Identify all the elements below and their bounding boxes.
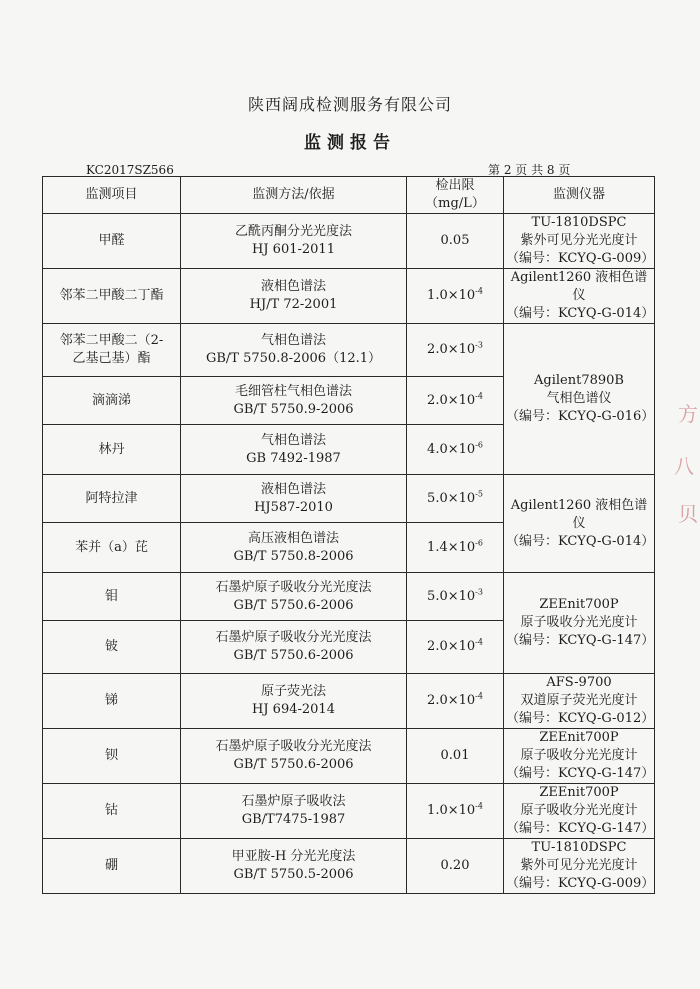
method-cell bbox=[181, 784, 407, 839]
limit-value: 2.0×10 bbox=[427, 693, 476, 708]
header-limit: 检出限（mg/L） bbox=[407, 177, 504, 214]
item-cell-line: 锑 bbox=[104, 693, 118, 708]
method-cell bbox=[181, 269, 407, 324]
limit-exponent: -4 bbox=[475, 391, 483, 401]
method-cell-line: 乙酰丙酮分光光度法 bbox=[234, 224, 352, 239]
method-cell-line: 甲亚胺-H 分光光度法 bbox=[231, 849, 356, 864]
method-cell-line: 高压液相色谱法 bbox=[247, 530, 339, 546]
item-cell bbox=[43, 475, 181, 523]
method-cell-line: 石墨炉原子吸收分光光度法 bbox=[215, 739, 372, 754]
limit-exponent: -4 bbox=[475, 801, 483, 811]
item-cell bbox=[43, 377, 181, 425]
monitoring-table bbox=[42, 176, 655, 894]
limit-cell bbox=[407, 523, 504, 573]
method-cell-line: 气相色谱法 bbox=[260, 432, 326, 448]
item-cell-line: 邻苯二甲酸二（2- bbox=[59, 333, 164, 348]
limit-cell bbox=[407, 729, 504, 784]
method-cell bbox=[181, 729, 407, 784]
method-cell-line: GB/T 5750.8-2006（12.1） bbox=[205, 351, 382, 366]
method-cell-line: GB/T 5750.8-2006 bbox=[233, 548, 354, 564]
method-cell bbox=[181, 523, 407, 573]
instrument-cell-line: 紫外可见分光光度计 bbox=[520, 858, 638, 873]
item-cell bbox=[43, 784, 181, 839]
method-cell bbox=[181, 214, 407, 269]
limit-value: 0.01 bbox=[440, 748, 470, 763]
method-cell bbox=[181, 475, 407, 523]
instrument-cell-line: （编号：KCYQ-G-147） bbox=[506, 766, 655, 781]
limit-exponent: -6 bbox=[475, 440, 483, 450]
item-cell bbox=[43, 621, 181, 674]
method-cell bbox=[181, 839, 407, 894]
item-cell-line: 阿特拉津 bbox=[85, 490, 138, 506]
method-cell-line: 原子荧光法 bbox=[260, 684, 326, 699]
limit-exponent: -5 bbox=[475, 489, 483, 499]
method-cell-line: GB/T 5750.9-2006 bbox=[233, 401, 354, 417]
instrument-cell-line: （编号：KCYQ-G-009） bbox=[506, 876, 655, 891]
table-row bbox=[43, 729, 655, 784]
table-row bbox=[43, 269, 655, 324]
table-row bbox=[43, 324, 655, 377]
method-cell-line: HJ/T 72-2001 bbox=[249, 297, 338, 312]
company-name: 陕西阔成检测服务有限公司 bbox=[247, 95, 452, 114]
report-title: 监测报告 bbox=[304, 133, 396, 153]
limit-exponent: -6 bbox=[475, 538, 483, 548]
instrument-cell bbox=[504, 729, 655, 784]
limit-value: 5.0×10 bbox=[427, 588, 476, 604]
limit-cell bbox=[407, 475, 504, 523]
limit-cell bbox=[407, 784, 504, 839]
limit-exponent: -3 bbox=[475, 340, 483, 350]
item-cell-line: 甲醛 bbox=[98, 233, 125, 248]
limit-cell bbox=[407, 324, 504, 377]
limit-exponent: -3 bbox=[475, 587, 483, 597]
item-cell bbox=[43, 269, 181, 324]
table-row bbox=[43, 839, 655, 894]
item-cell bbox=[43, 324, 181, 377]
instrument-cell-line: Agilent7890B bbox=[534, 373, 624, 388]
method-cell bbox=[181, 324, 407, 377]
report-code: KC2017SZ566 bbox=[86, 163, 174, 177]
item-cell bbox=[43, 523, 181, 573]
method-cell bbox=[181, 573, 407, 621]
method-cell bbox=[181, 377, 407, 425]
instrument-cell-line: 原子吸收分光光度计 bbox=[520, 803, 638, 818]
table-body bbox=[43, 214, 655, 894]
limit-value: 0.05 bbox=[440, 233, 470, 248]
method-cell bbox=[181, 674, 407, 729]
instrument-cell-line: 原子吸收分光光度计 bbox=[520, 615, 638, 630]
method-cell-line: 石墨炉原子吸收分光光度法 bbox=[215, 579, 372, 595]
method-cell-line: GB 7492-1987 bbox=[246, 450, 341, 466]
instrument-cell-line: （编号：KCYQ-G-147） bbox=[506, 821, 655, 836]
limit-value: 1.0×10 bbox=[427, 803, 476, 818]
limit-value: 4.0×10 bbox=[427, 441, 476, 457]
limit-value: 5.0×10 bbox=[427, 490, 476, 506]
item-cell-line: 苯并（a）芘 bbox=[75, 539, 148, 555]
limit-value: 2.0×10 bbox=[427, 639, 476, 654]
instrument-cell-line: ZEEnit700P bbox=[539, 597, 619, 612]
limit-exponent: -4 bbox=[475, 637, 483, 647]
item-cell-line: 邻苯二甲酸二丁酯 bbox=[59, 288, 164, 303]
method-cell-line: GB/T 5750.6-2006 bbox=[233, 597, 354, 613]
method-cell-line: HJ587-2010 bbox=[254, 499, 333, 515]
method-cell-line: 毛细管柱气相色谱法 bbox=[234, 383, 352, 399]
method-cell-line: HJ 601-2011 bbox=[252, 242, 335, 257]
instrument-cell bbox=[504, 573, 655, 674]
method-cell-line: GB/T 5750.5-2006 bbox=[233, 867, 354, 882]
instrument-cell bbox=[504, 839, 655, 894]
stamp-char: 贝 bbox=[678, 502, 698, 526]
instrument-cell-line: ZEEnit700P bbox=[539, 785, 619, 800]
method-cell-line: 液相色谱法 bbox=[260, 481, 326, 497]
method-cell-line: 石墨炉原子吸收分光光度法 bbox=[215, 630, 372, 645]
limit-value: 2.0×10 bbox=[427, 342, 476, 357]
red-seal-stamp bbox=[664, 380, 700, 540]
instrument-cell bbox=[504, 269, 655, 324]
method-cell-line: 液相色谱法 bbox=[260, 279, 326, 294]
item-cell bbox=[43, 839, 181, 894]
instrument-cell-line: （编号：KCYQ-G-016） bbox=[506, 409, 655, 424]
instrument-cell-line: 双道原子荧光光度计 bbox=[520, 693, 638, 708]
limit-cell bbox=[407, 377, 504, 425]
method-cell-line: GB/T 5750.6-2006 bbox=[233, 648, 354, 663]
header-item: 监测项目 bbox=[43, 177, 181, 214]
stamp-char: 八 bbox=[674, 454, 694, 478]
table-row bbox=[43, 573, 655, 621]
instrument-cell bbox=[504, 784, 655, 839]
instrument-cell-line: 紫外可见分光光度计 bbox=[520, 233, 638, 248]
method-cell bbox=[181, 621, 407, 674]
item-cell-line: 铍 bbox=[104, 639, 118, 654]
instrument-cell bbox=[504, 214, 655, 269]
page-info: 第 2 页 共 8 页 bbox=[488, 163, 571, 177]
method-cell-line: GB/T7475-1987 bbox=[241, 812, 346, 827]
instrument-cell-line: （编号：KCYQ-G-012） bbox=[506, 711, 655, 726]
instrument-cell-line: 气相色谱仪 bbox=[546, 391, 612, 406]
limit-value: 0.20 bbox=[440, 858, 470, 873]
limit-value: 1.0×10 bbox=[427, 288, 476, 303]
instrument-cell bbox=[504, 324, 655, 475]
method-cell-line: 气相色谱法 bbox=[260, 333, 326, 348]
instrument-cell bbox=[504, 674, 655, 729]
method-cell-line: GB/T 5750.6-2006 bbox=[233, 757, 354, 772]
instrument-cell-line: TU-1810DSPC bbox=[531, 215, 627, 230]
item-cell bbox=[43, 425, 181, 475]
instrument-cell-line: Agilent1260 液相色谱仪 bbox=[510, 497, 648, 531]
item-cell-line: 钴 bbox=[104, 803, 118, 818]
item-cell-line: 滴滴涕 bbox=[91, 392, 131, 408]
table-header-row bbox=[43, 177, 655, 214]
limit-cell bbox=[407, 573, 504, 621]
item-cell-line: 钼 bbox=[104, 588, 118, 604]
instrument-cell-line: 原子吸收分光光度计 bbox=[520, 748, 638, 763]
table-row bbox=[43, 674, 655, 729]
instrument-cell bbox=[504, 475, 655, 573]
item-cell bbox=[43, 729, 181, 784]
limit-cell bbox=[407, 214, 504, 269]
table-row bbox=[43, 784, 655, 839]
limit-cell bbox=[407, 621, 504, 674]
item-cell-line: 乙基己基）酯 bbox=[72, 351, 151, 366]
item-cell-line: 林丹 bbox=[98, 441, 125, 457]
instrument-cell-line: （编号：KCYQ-G-014） bbox=[506, 306, 655, 321]
limit-cell bbox=[407, 674, 504, 729]
method-cell-line: HJ 694-2014 bbox=[252, 702, 335, 717]
item-cell bbox=[43, 674, 181, 729]
item-cell-line: 钡 bbox=[104, 748, 118, 763]
stamp-char: 方 bbox=[678, 402, 698, 426]
item-cell bbox=[43, 214, 181, 269]
instrument-cell-line: ZEEnit700P bbox=[539, 730, 619, 745]
instrument-cell-line: Agilent1260 液相色谱仪 bbox=[510, 270, 648, 303]
table-row bbox=[43, 475, 655, 523]
instrument-cell-line: （编号：KCYQ-G-014） bbox=[506, 533, 655, 549]
instrument-cell-line: （编号：KCYQ-G-147） bbox=[506, 633, 655, 648]
header-method: 监测方法/依据 bbox=[181, 177, 407, 214]
limit-value: 1.4×10 bbox=[427, 539, 476, 555]
header-instrument: 监测仪器 bbox=[504, 177, 655, 214]
instrument-cell-line: TU-1810DSPC bbox=[531, 840, 627, 855]
limit-exponent: -4 bbox=[475, 286, 483, 296]
limit-cell bbox=[407, 425, 504, 475]
instrument-cell-line: AFS-9700 bbox=[546, 675, 612, 690]
limit-exponent: -4 bbox=[475, 691, 483, 701]
item-cell-line: 硼 bbox=[104, 858, 118, 873]
limit-value: 2.0×10 bbox=[427, 392, 476, 408]
instrument-cell-line: （编号：KCYQ-G-009） bbox=[506, 251, 655, 266]
method-cell-line: 石墨炉原子吸收法 bbox=[241, 794, 346, 809]
limit-cell bbox=[407, 269, 504, 324]
item-cell bbox=[43, 573, 181, 621]
table-row bbox=[43, 214, 655, 269]
limit-cell bbox=[407, 839, 504, 894]
method-cell bbox=[181, 425, 407, 475]
